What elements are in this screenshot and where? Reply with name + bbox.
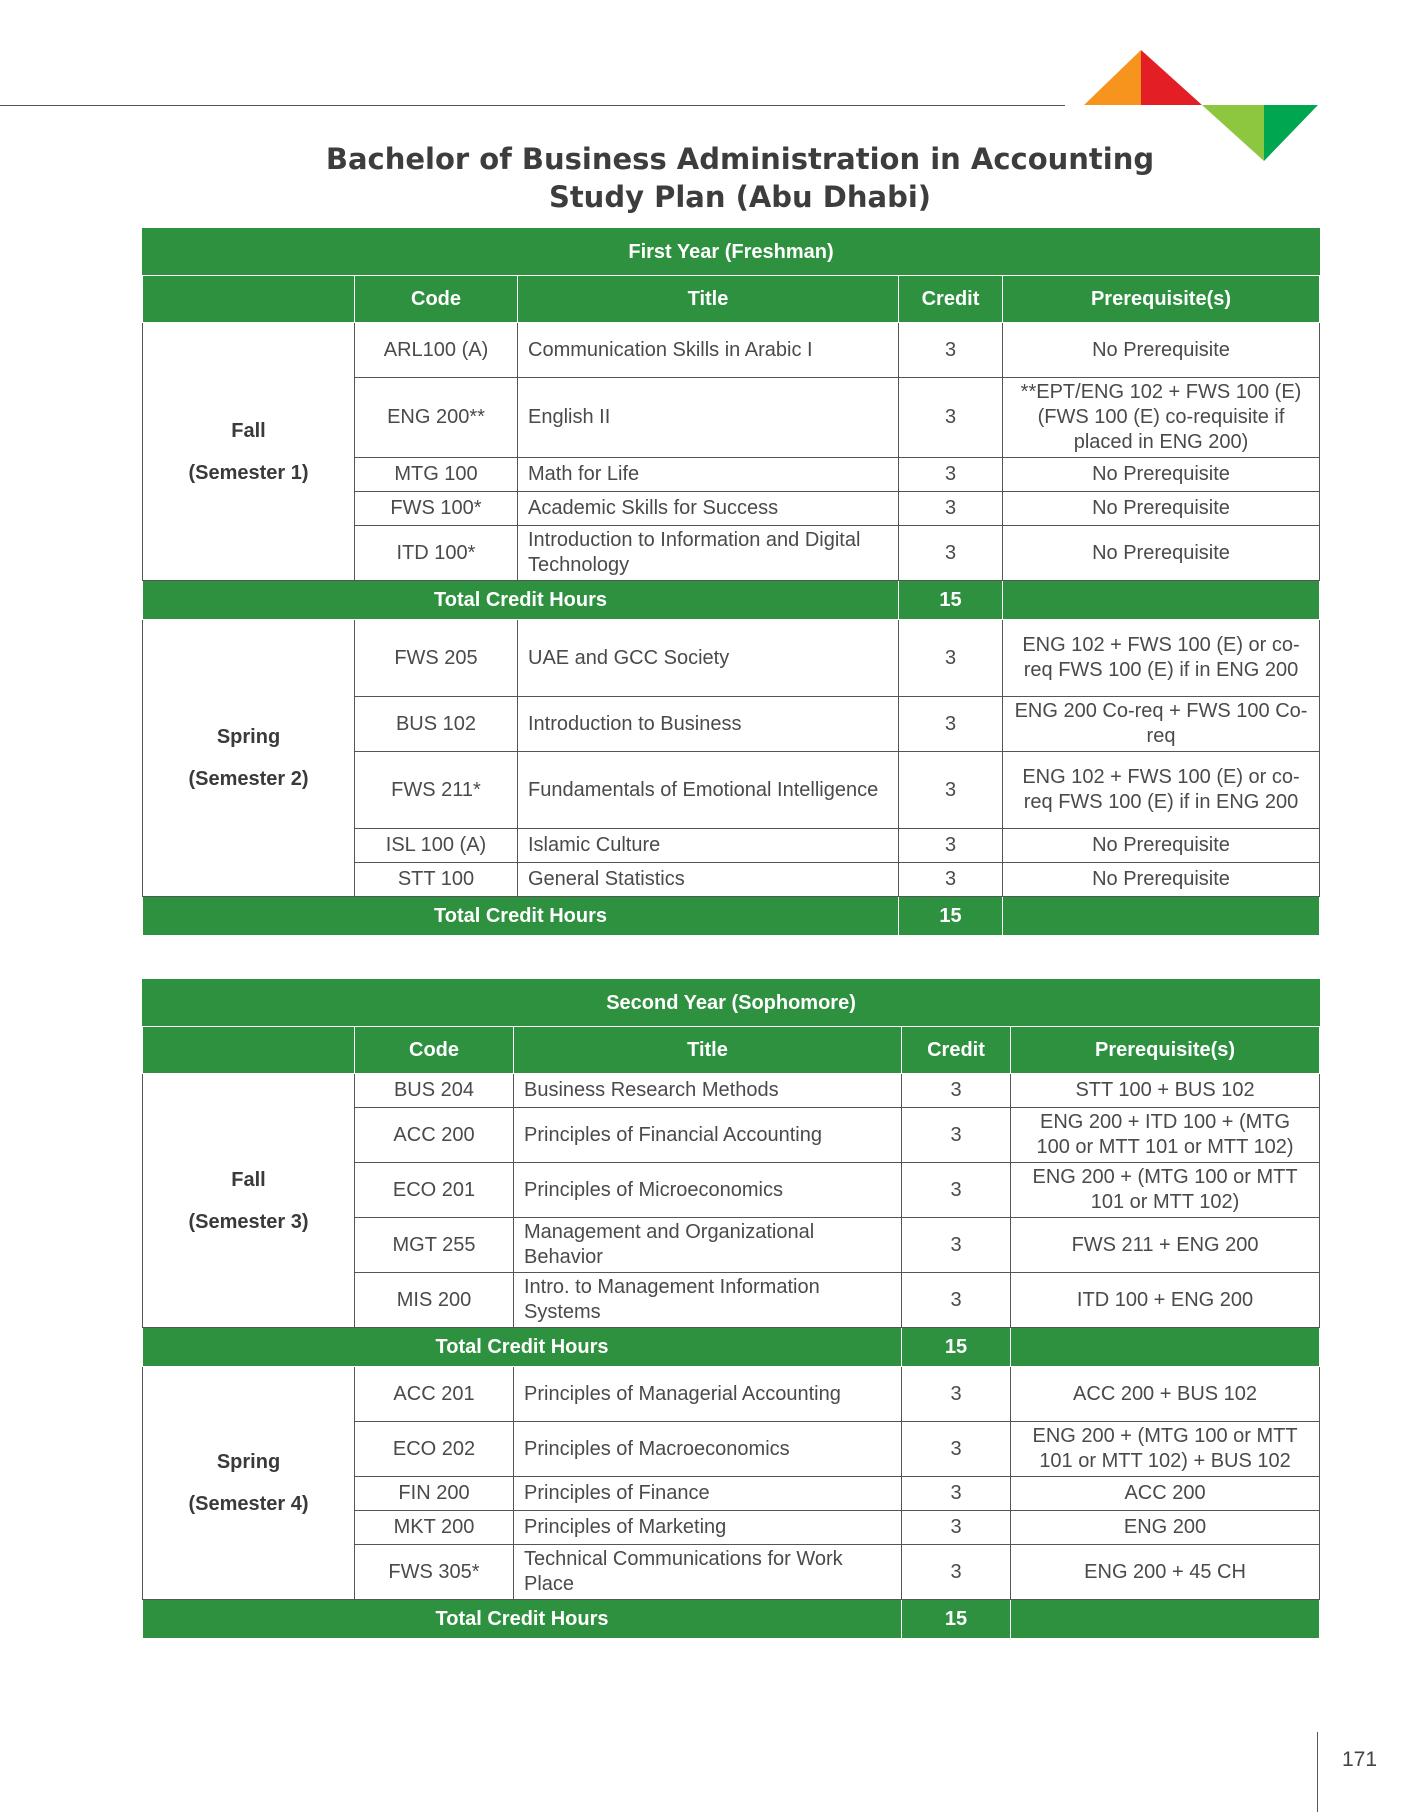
total-credit-value: 15	[902, 1328, 1011, 1367]
course-code: STT 100	[355, 863, 518, 897]
course-code: BUS 102	[355, 697, 518, 752]
course-code: ECO 201	[355, 1163, 514, 1218]
total-credit-value: 15	[899, 897, 1003, 936]
year-title: Second Year (Sophomore)	[143, 980, 1320, 1027]
course-prerequisite: ACC 200 + BUS 102	[1011, 1367, 1320, 1422]
credit-column-header: Credit	[899, 276, 1003, 323]
course-row	[143, 1367, 1320, 1422]
semester-label-cell	[143, 323, 355, 581]
course-title: UAE and GCC Society	[518, 620, 899, 697]
semester-number: (Semester 1)	[188, 461, 309, 484]
course-code: ITD 100*	[355, 526, 518, 581]
year-title: First Year (Freshman)	[143, 229, 1320, 276]
course-code: FWS 100*	[355, 492, 518, 526]
course-code: MKT 200	[355, 1511, 514, 1545]
course-prerequisite: ENG 200 + (MTG 100 or MTT 101 or MTT 102) + BUS 102	[1011, 1422, 1320, 1477]
course-title: Principles of Managerial Accounting	[514, 1367, 902, 1422]
semester-column-header	[143, 276, 355, 323]
semester-number: (Semester 4)	[188, 1493, 309, 1515]
red-triangle	[1141, 50, 1202, 105]
prereq-column-header: Prerequisite(s)	[1003, 276, 1320, 323]
course-title: Management and Organizational Behavior	[514, 1218, 902, 1273]
course-prerequisite: **EPT/ENG 102 + FWS 100 (E) (FWS 100 (E) co-requisite if placed in ENG 200)	[1003, 378, 1320, 458]
course-prerequisite: No Prerequisite	[1003, 863, 1320, 897]
course-title: Islamic Culture	[518, 829, 899, 863]
semester-season: Spring	[216, 726, 281, 748]
second-year-table	[142, 979, 1320, 1639]
course-credit: 3	[902, 1108, 1011, 1163]
semester-column-header	[143, 1027, 355, 1074]
course-credit: 3	[902, 1163, 1011, 1218]
code-column-header: Code	[355, 1027, 514, 1074]
course-title: Academic Skills for Success	[518, 492, 899, 526]
total-blank-cell	[1003, 581, 1320, 620]
course-title: General Statistics	[518, 863, 899, 897]
semester-label-cell	[143, 1074, 355, 1328]
course-credit: 3	[902, 1511, 1011, 1545]
course-title: Principles of Macroeconomics	[514, 1422, 902, 1477]
course-credit: 3	[899, 620, 1003, 697]
course-code: FWS 305*	[355, 1545, 514, 1600]
total-credit-label: Total Credit Hours	[143, 1600, 902, 1639]
course-title: Technical Communications for Work Place	[514, 1545, 902, 1600]
course-prerequisite: ENG 102 + FWS 100 (E) or co-req FWS 100 (E) if in ENG 200	[1003, 620, 1320, 697]
course-credit: 3	[899, 492, 1003, 526]
title-column-header: Title	[518, 276, 899, 323]
course-title: Introduction to Business	[518, 697, 899, 752]
course-credit: 3	[899, 829, 1003, 863]
course-code: FWS 205	[355, 620, 518, 697]
course-code: ARL100 (A)	[355, 323, 518, 378]
course-prerequisite: No Prerequisite	[1003, 492, 1320, 526]
semester-number: (Semester 2)	[188, 768, 309, 790]
course-credit: 3	[902, 1477, 1011, 1511]
course-title: Principles of Marketing	[514, 1511, 902, 1545]
course-prerequisite: ITD 100 + ENG 200	[1011, 1273, 1320, 1328]
course-prerequisite: ENG 200 Co-req + FWS 100 Co-req	[1003, 697, 1320, 752]
course-credit: 3	[899, 378, 1003, 458]
total-row	[143, 581, 1320, 620]
course-title: Intro. to Management Information Systems	[514, 1273, 902, 1328]
course-row	[143, 620, 1320, 697]
total-credit-label: Total Credit Hours	[143, 897, 899, 936]
course-prerequisite: ENG 200 + (MTG 100 or MTT 101 or MTT 102)	[1011, 1163, 1320, 1218]
total-blank-cell	[1011, 1600, 1320, 1639]
column-header-row	[143, 1027, 1320, 1074]
course-credit: 3	[902, 1218, 1011, 1273]
footer-rule	[1317, 1732, 1318, 1812]
header-rule	[0, 105, 1065, 106]
semester-label-cell	[143, 620, 355, 897]
course-title: Principles of Finance	[514, 1477, 902, 1511]
course-credit: 3	[902, 1074, 1011, 1108]
total-credit-value: 15	[902, 1600, 1011, 1639]
course-prerequisite: ENG 200 + 45 CH	[1011, 1545, 1320, 1600]
course-title: Business Research Methods	[514, 1074, 902, 1108]
total-credit-value: 15	[899, 581, 1003, 620]
course-prerequisite: No Prerequisite	[1003, 526, 1320, 581]
course-credit: 3	[899, 697, 1003, 752]
course-title: Math for Life	[518, 458, 899, 492]
course-credit: 3	[902, 1545, 1011, 1600]
semester-season: Fall	[231, 1168, 266, 1191]
column-header-row	[143, 276, 1320, 323]
course-code: BUS 204	[355, 1074, 514, 1108]
semester-season: Fall	[231, 419, 266, 442]
semester-season: Spring	[216, 1451, 281, 1473]
course-credit: 3	[899, 863, 1003, 897]
total-blank-cell	[1011, 1328, 1320, 1367]
year-header-row	[143, 229, 1320, 276]
total-row	[143, 1328, 1320, 1367]
page-title-line2: Study Plan (Abu Dhabi)	[548, 180, 932, 214]
course-prerequisite: ENG 200 + ITD 100 + (MTG 100 or MTT 101 or MTT 102)	[1011, 1108, 1320, 1163]
course-code: MGT 255	[355, 1218, 514, 1273]
total-credit-label: Total Credit Hours	[143, 1328, 902, 1367]
course-row	[143, 1074, 1320, 1108]
title-column-header: Title	[514, 1027, 902, 1074]
orange-triangle	[1084, 50, 1141, 105]
course-code: FIN 200	[355, 1477, 514, 1511]
course-code: ENG 200**	[355, 378, 518, 458]
course-code: ISL 100 (A)	[355, 829, 518, 863]
course-prerequisite: No Prerequisite	[1003, 323, 1320, 378]
course-prerequisite: No Prerequisite	[1003, 829, 1320, 863]
course-code: MIS 200	[355, 1273, 514, 1328]
course-credit: 3	[902, 1273, 1011, 1328]
total-credit-label: Total Credit Hours	[143, 581, 899, 620]
course-credit: 3	[899, 323, 1003, 378]
year-header-row	[143, 980, 1320, 1027]
course-prerequisite: ENG 200	[1011, 1511, 1320, 1545]
course-title: Fundamentals of Emotional Intelligence	[518, 752, 899, 829]
page-title-line1: Bachelor of Business Administration in Accounting	[325, 142, 1155, 176]
course-credit: 3	[899, 752, 1003, 829]
code-column-header: Code	[355, 276, 518, 323]
course-code: ACC 200	[355, 1108, 514, 1163]
course-credit: 3	[902, 1422, 1011, 1477]
total-row	[143, 1600, 1320, 1639]
page-number: 171	[1342, 1748, 1378, 1771]
course-title: Principles of Microeconomics	[514, 1163, 902, 1218]
first-year-table	[142, 228, 1320, 936]
course-row	[143, 323, 1320, 378]
course-title: Introduction to Information and Digital Technology	[518, 526, 899, 581]
semester-number: (Semester 3)	[188, 1210, 309, 1233]
course-code: FWS 211*	[355, 752, 518, 829]
course-credit: 3	[902, 1367, 1011, 1422]
course-code: ECO 202	[355, 1422, 514, 1477]
course-code: MTG 100	[355, 458, 518, 492]
course-title: Principles of Financial Accounting	[514, 1108, 902, 1163]
course-prerequisite: FWS 211 + ENG 200	[1011, 1218, 1320, 1273]
course-prerequisite: ACC 200	[1011, 1477, 1320, 1511]
prereq-column-header: Prerequisite(s)	[1011, 1027, 1320, 1074]
course-code: ACC 201	[355, 1367, 514, 1422]
credit-column-header: Credit	[902, 1027, 1011, 1074]
course-prerequisite: ENG 102 + FWS 100 (E) or co-req FWS 100 (E) if in ENG 200	[1003, 752, 1320, 829]
total-blank-cell	[1003, 897, 1320, 936]
total-row	[143, 897, 1320, 936]
course-credit: 3	[899, 526, 1003, 581]
course-prerequisite: STT 100 + BUS 102	[1011, 1074, 1320, 1108]
course-prerequisite: No Prerequisite	[1003, 458, 1320, 492]
semester-label-cell	[143, 1367, 355, 1600]
course-title: Communication Skills in Arabic I	[518, 323, 899, 378]
course-title: English II	[518, 378, 899, 458]
course-credit: 3	[899, 458, 1003, 492]
